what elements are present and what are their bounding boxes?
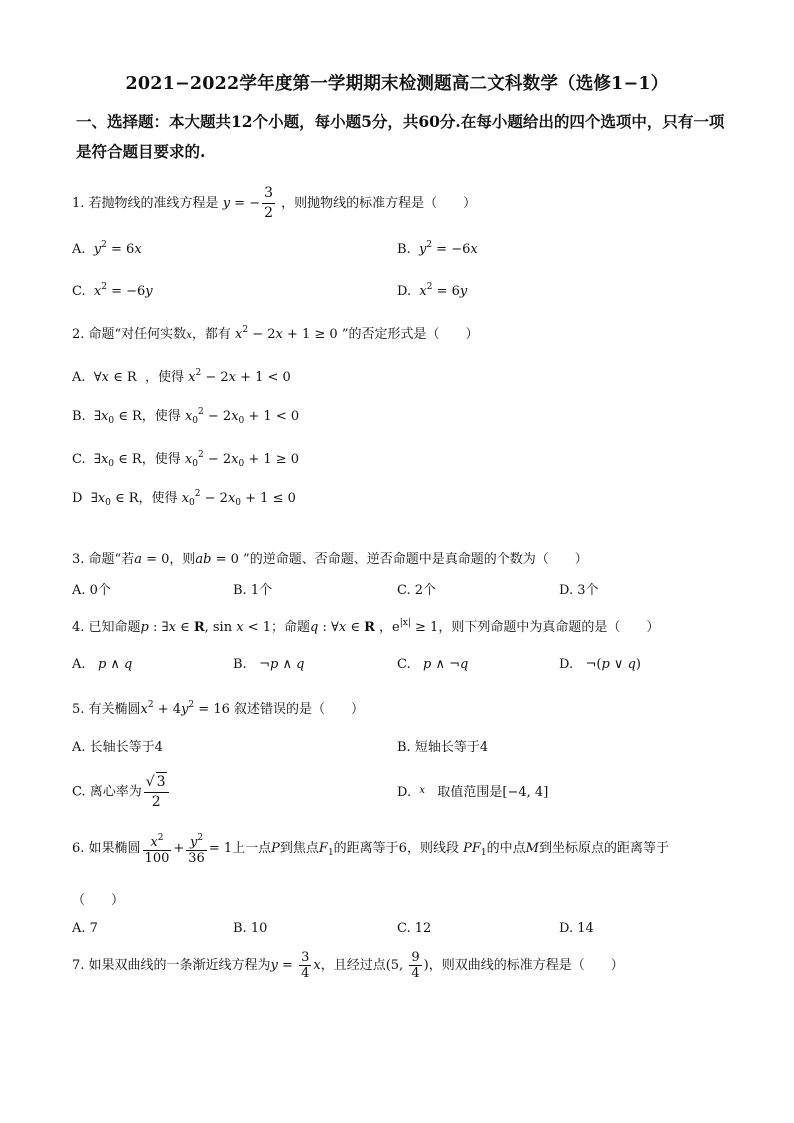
q1-option-c: C. $x^2 = -6y$ <box>72 282 153 299</box>
q4-option-a: A. p ∧ q <box>72 657 133 672</box>
question-1: 1. 若抛物线的准线方程是 y = − $\frac{3}{2}$ ，则抛物线的标准方程是（ ） <box>72 185 477 221</box>
q3-option-a: A. 0个 <box>72 583 111 598</box>
q4-option-c: C. p ∧ ¬q <box>397 657 469 672</box>
question-4: 4. 已知命题p : ∃x ∈ R, sin x < 1；命题q : ∀x ∈ R ，$e^{|x|} \ge 1$，则下列命题中为真命题的是（ ） <box>72 618 660 635</box>
q2-option-a: A. ∀x ∈ R ，使得 $x^2 - 2x + 1 < 0$ <box>72 368 291 385</box>
q2-option-b: B. $\exists x_0$ ∈ R，使得 $x_0^2 - 2x_0 + 1 < 0$ <box>72 407 300 426</box>
question-3: 3. 命题“若a = 0，则ab = 0 ”的逆命题、否命题、逆否命题中是真命题的个数为（ ） <box>72 552 588 567</box>
question-6: 6. 如果椭圆 $\frac{x^2}{100}$ + $\frac{y^2}{36}$ = 1上一点P到焦点$F_1$的距离等于6，则线段 $PF_1$的中点M到坐标原点的距离等于 <box>72 833 669 866</box>
q3-option-d: D. 3个 <box>559 583 599 598</box>
q5-option-d: D. $^x$ 取值范围是[−4, 4] <box>397 785 549 800</box>
q6-option-b: B. 10 <box>233 921 268 936</box>
q4-option-b: B. ¬p ∧ q <box>233 657 305 672</box>
question-5: 5. 有关椭圆$x^2 + 4y^2 = 16$ 叙述错误的是（ ） <box>72 700 365 717</box>
q6-option-c: C. 12 <box>397 921 432 936</box>
q1-option-d: D. $x^2 = 6y$ <box>397 282 468 299</box>
q4-option-d: D. ¬(p ∨ q) <box>559 657 641 672</box>
q2-option-c: C. $\exists x_0$ ∈ R，使得 $x_0^2 - 2x_0 + 1 \ge 0$ <box>72 450 300 469</box>
q3-option-c: C. 2个 <box>397 583 437 598</box>
q5-option-a: A. 长轴长等于4 <box>72 740 163 755</box>
question-2: 2. 命题“对任何实数x，都有 $x^2 - 2x + 1 \ge 0$ ”的否定形式是（ ） <box>72 325 479 342</box>
q1-option-a: A. $y^2 = 6x$ <box>72 240 142 257</box>
q5-option-c: C. 离心率为 $\frac{√ 3}{2}$ <box>72 772 171 812</box>
q6-option-a: A. 7 <box>72 921 98 936</box>
q5-option-b: B. 短轴长等于4 <box>397 740 489 755</box>
q3-option-b: B. 1个 <box>233 583 273 598</box>
q6-option-d: D. 14 <box>559 921 594 936</box>
section-heading: 一、选择题：本大题共12个小题，每小题5分，共60分.在每小题给出的四个选项中，只有一项是符合题目要求的. <box>76 112 725 161</box>
q1-option-b: B. $y^2 = -6x$ <box>397 240 478 257</box>
page-title: 2021−2022学年度第一学期期末检测题高二文科数学（选修1−1） <box>125 74 669 94</box>
question-6-answer-paren: （ ） <box>72 893 125 908</box>
q2-option-d: D $\exists x_0$ ∈ R，使得 $x_0^2 - 2x_0 + 1 \le 0$ <box>72 489 296 508</box>
question-7: 7. 如果双曲线的一条渐近线方程为y = $\frac{3}{4}$ x，且经过点(5, $\frac{9}{4}$ )，则双曲线的标准方程是（ ） <box>72 950 624 981</box>
